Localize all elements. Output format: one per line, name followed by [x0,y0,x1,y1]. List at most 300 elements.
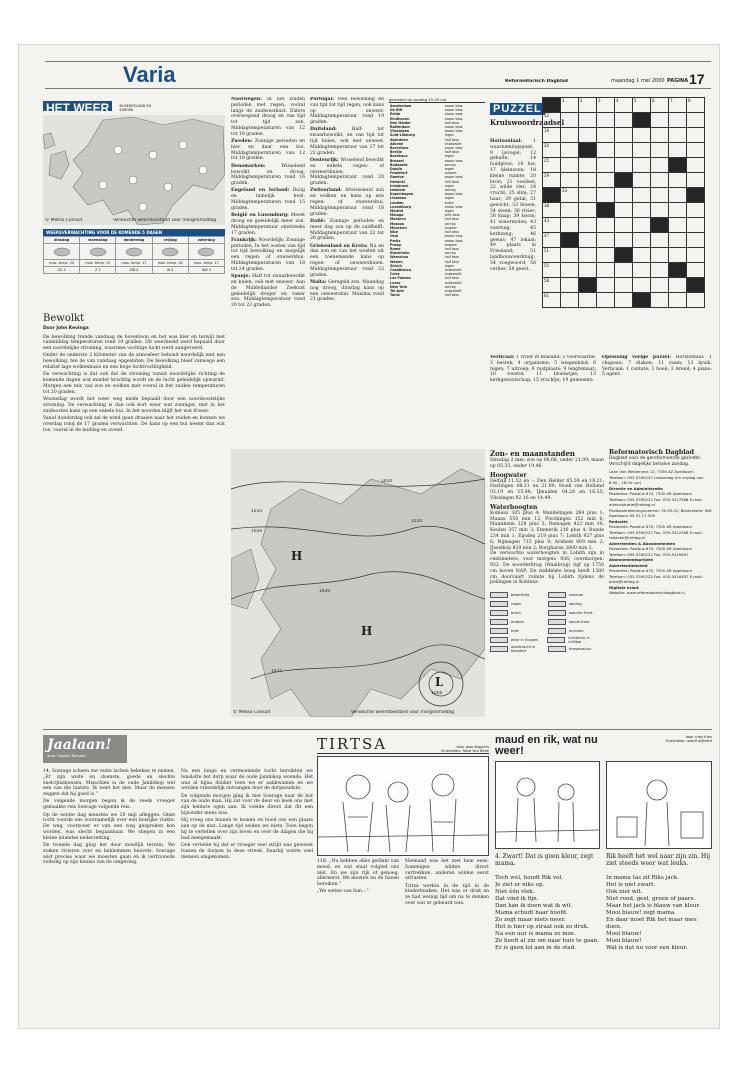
temp-condition: regen [444,263,455,268]
temp-condition: onbewolkt [444,272,462,277]
crossword-cell[interactable] [615,263,633,278]
region-text: Zonnige perioden en hier en daar een bui. Middagtemperaturen van 12 tot 18 graden. [231,139,305,162]
region-forecast [231,274,305,309]
legend-swatch [548,619,566,625]
colophon-line: Postbankrekeningnummer: 30.93.41; Bankrelatie: ING Apeldoorn 69.31.17.009 [609,507,712,519]
legend-row [490,617,604,626]
legend-label: windkracht in beaufort [511,644,536,653]
temp-table-rows [389,104,485,297]
colophon-line: Advertentiebeleid [609,562,648,568]
crossword-cell[interactable] [597,128,615,143]
crossword-cell[interactable] [687,233,705,248]
temp-condition: zwaar bew. [444,204,464,209]
temp-city: Genève [390,175,404,180]
legend-label: buien [511,610,522,615]
crossword-cell[interactable] [687,203,705,218]
crossword-cell[interactable] [687,113,705,128]
tides-title: Hoogwater [490,471,527,479]
kids-verse-2 [606,875,712,952]
sun-tides-block [490,449,604,717]
article-paragraph: De verwachting is dat ook dat de stroming vanuit noordelijke richting de komende dagen wat minder krachtig wordt en de lucht geleidelijk opwarmt. Morgen een mix van zon en wolken met vooral in het zuiden temperaturen tot 20 graden. [43,372,225,395]
crossword-cell[interactable] [561,218,579,233]
crossword-cell[interactable] [597,218,615,233]
region-name: Griekenland en Kreta: [310,243,368,249]
crossword-cell[interactable]: 4 [615,98,633,113]
legend-label: wind in knopen [510,637,539,642]
temp-city: Bordeaux [390,154,408,159]
crossword-cell[interactable] [579,233,597,248]
crossword-cell[interactable] [615,128,633,143]
region-name: Portugal: [310,97,334,102]
crossword-cell[interactable] [669,113,687,128]
crossword-cell[interactable] [633,278,651,293]
region-name: Zwitserland: [310,188,343,194]
crossword-block [543,188,561,203]
crossword-block [651,218,669,233]
verse-line: Wat is dat nu voor een kleur. [606,945,688,951]
temp-condition: zwaar bew. [444,192,464,197]
tirtsa-paragraph: Tirtsa werkte in de tijd in de kinderkeuken. Het was er druk en ze had weinig tijd om na te denken over wat er gebeurd was. [405,883,489,907]
temp-city: Malaga [390,213,404,218]
forecast-desc: max. temp. 17 [188,260,224,267]
tirtsa-body-1 [317,859,399,1025]
legend-swatch [548,601,566,607]
colophon-line: Digitale krant [609,584,639,590]
region-text: Veel bewolking en van tijd tot tijd regen, ook kans op onweer. Middagtemperatuur rond 19 graden. [310,97,384,126]
puzzle-clues-vertical [490,355,596,441]
temp-condition: regen [444,154,455,159]
crossword-cell[interactable] [579,128,597,143]
crossword-cell[interactable] [651,278,669,293]
crossword-cell[interactable]: 1 [561,98,579,113]
crossword-cell[interactable] [687,218,705,233]
crossword-cell[interactable] [561,248,579,263]
crossword-cell[interactable] [651,233,669,248]
crossword-cell[interactable] [597,293,615,308]
crossword-cell[interactable] [669,188,687,203]
crossword-cell[interactable] [633,143,651,158]
crossword-cell[interactable] [615,278,633,293]
crossword-cell[interactable] [651,203,669,218]
crossword-cell[interactable] [579,158,597,173]
crossword-cell[interactable] [561,173,579,188]
clues-h-title: Horizontaal: [490,139,523,144]
temp-condition: zwaar bew. [444,116,464,121]
crossword-cell[interactable] [651,173,669,188]
crossword-cell[interactable]: 51 [543,248,561,263]
temp-city: Aberdeen [390,137,408,142]
temp-condition: onbewolkt [444,141,462,146]
kids-panel-2 [606,761,712,849]
crossword-cell[interactable] [615,218,633,233]
temp-city: Eindhoven [390,116,410,121]
crossword-cell[interactable] [651,143,669,158]
verse-line: Je ziet er niks op. [495,882,545,888]
temp-city: Parijs [390,238,401,243]
jaalaan-paragraph: De volgende morgen begon ik de reeds vroeger gemaakte reis Soerage volgende reis. [43,799,175,811]
temp-city: Budapest [390,162,408,167]
puzzle-section [490,97,712,442]
crossword-cell[interactable] [579,203,597,218]
crossword-cell[interactable] [687,173,705,188]
clues-v: 1 rivier in Rusland; 2 voorwaarde; 3 bestek; 4 organisme; 5 wiegenkind; 6 tegen; 7 uitroep; 8 rustplaats; 9 lengtemaat; 10 toestel; 11 bloeiwijze; 13 kerkgenootschap; 15 vrachtje; 19 gemeente. [490,355,596,384]
crossword-cell[interactable] [687,128,705,143]
forecast-desc: max. temp. 19 [80,260,116,267]
crossword-cell[interactable]: 20 [543,143,561,158]
temp-condition: zonnig [444,221,456,226]
temp-city: Eelde [390,112,401,117]
region-forecast [310,188,384,217]
forecast-day: woensdag [80,237,116,244]
forecast-day: donderdag [116,237,152,244]
temp-condition: half bew. [444,217,460,222]
temp-city: Barcelona [390,146,409,151]
crossword-cell[interactable]: 33 [561,188,579,203]
region-text: Geregeld zon. Maandag nog droog, dinsdag kans op een onweersbui. Maxima rond 21 graden. [310,279,384,303]
region-forecast [310,219,384,242]
legend-label: warmte front [569,610,593,615]
crossword-cell[interactable] [633,233,651,248]
legend-label: occlusie [569,628,584,633]
crossword-cell[interactable]: 16 [543,128,561,143]
temp-condition: half bew. [444,276,460,281]
temp-condition: half bew. [444,259,460,264]
verse-line: Mama schudt haar hoofd. [495,910,568,916]
temp-city: Den Helder [390,120,411,125]
paper-name: Reformatorisch Dagblad [505,79,568,84]
legend-swatch [490,601,508,607]
tirtsa-subcredit: illustraties: Reza Van Beek [441,749,489,753]
legend-label: onweer [511,619,525,624]
temp-condition: regen [444,183,455,188]
jaalaan-paragraph: Hij vroeg ons binnen te komen en bood ons een plaats aan op de mat. Lange tijd zeiden we niets. Toen begon hij te vertellen over zijn leven en over de dingen die hij had meegemaakt. [181,818,313,841]
crossword-cell[interactable] [615,158,633,173]
verse-line: Dan kan ik doen wat ik wil. [495,903,573,909]
colophon-subtitle: Dagblad voor de gereformeerde gezindte. Verschijnt dagelijks behalve zondag. [609,456,702,467]
crossword-block [687,188,705,203]
crossword-cell[interactable] [579,263,597,278]
verse-line: Dat vind ik fijn. [495,896,539,902]
colophon-line: Telefoon: 055-5390222 Fax: 055-5412288 E-mail: redactie@refdag.nl [609,529,703,541]
crossword-cell[interactable] [633,203,651,218]
crossword-cell[interactable] [669,248,687,263]
crossword-cell[interactable]: 8 [687,98,705,113]
region-forecast [231,213,305,236]
temp-condition: regen [444,209,455,214]
cloud-icon [152,244,188,260]
crossword-cell[interactable] [597,143,615,158]
temp-condition: onweer [444,242,457,247]
crossword-cell[interactable]: 3 [597,98,615,113]
article-author: Door John Kevinga [43,326,89,331]
crossword-cell[interactable] [687,158,705,173]
region-name: Frankrijk: [231,237,257,243]
forecast-day: dinsdag [44,237,80,244]
region-name: Malta: [310,279,327,285]
legend-label: regen [511,601,522,606]
legend-swatch [548,610,566,616]
crossword-cell[interactable] [633,128,651,143]
temp-city: Praag [390,242,401,247]
temp-city: Oslo [390,234,399,239]
crossword-cell[interactable] [597,113,615,128]
temp-city: Londen [390,200,404,205]
tirtsa-paragraph: „We weten van hun...” [317,889,369,895]
crossword-cell[interactable] [561,293,579,308]
temp-condition: zwaar bew. [444,175,464,180]
crossword-cell[interactable] [615,113,633,128]
crossword-cell[interactable] [597,248,615,263]
isobar-label-2: 1015 [251,509,263,514]
crossword-cell[interactable]: 5 [633,98,651,113]
crossword-cell[interactable]: 38 [543,203,561,218]
crossword-cell[interactable] [561,203,579,218]
crossword-cell[interactable] [615,203,633,218]
crossword-cell[interactable] [633,248,651,263]
region-name: Engeland en Ierland: [231,188,290,194]
region-text: Half- tot zwaarbewolkt, en van tijd tot tijd buien, ook met onweer. Middagtemperatuur van 17 tot 22 graden. [310,127,384,156]
crossword-cell[interactable] [651,128,669,143]
temp-condition: onbewolkt [444,267,462,272]
region-text: Noordelijk: Zonnige perioden. In het oosten van tijd tot tijd bewolking en mogelijk een regen- of onweersbui. Middagtemperaturen van 18 tot 24 graden. [231,237,305,272]
tirtsa-credit: door Jaap Koppers [456,745,489,749]
crossword-cell[interactable] [615,293,633,308]
legend-swatch [547,637,565,643]
crossword-cell[interactable] [597,233,615,248]
region-text: Zonnige perioden en meer dag zon op de zuidhelft. Middagtemperatuur van 22 tot 26 graden. [310,218,384,242]
region-name: België en Luxemburg: [231,213,289,219]
puzzle-clues [490,139,536,349]
solution-h: Horizontaal: 1 chapeau; 7 diaken; 11 raam; 13 kruik. [602,355,712,366]
colophon-line: Postadres: Postbus 670, 7300 AR Apeldoorn [609,524,693,530]
crossword-block [615,248,633,263]
crossword-cell[interactable] [669,278,687,293]
temp-condition: buien [444,200,454,205]
section-title: Varia [123,62,176,87]
crossword-cell[interactable] [651,113,669,128]
crossword-cell[interactable] [669,143,687,158]
crossword-cell[interactable] [561,263,579,278]
crossword-cell[interactable] [651,248,669,263]
crossword-cell[interactable] [579,188,597,203]
temp-city: Vlissingen [390,129,410,134]
region-text: In het zuiden perioden met regen, vooral langs de zuidwestkust. Elders overwegend droog en van tijd tot tijd zon. Middagtemperaturen van 12 tot 18 graden. [231,97,305,137]
verse-line: Het is niet zwart. [606,882,656,888]
crossword-cell[interactable]: 29 [543,173,561,188]
verse-line: Zo zegt maar niets meer. [495,917,566,923]
sun-text: Dinsdag 2 mei: zon op 06.06, onder 21.09; maan op 05.33, onder 19.46. [490,458,604,469]
crossword-cell[interactable]: 6 [651,98,669,113]
verse-line: Niet één vlek. [495,889,535,895]
crossword-cell[interactable]: 43 [543,218,561,233]
temp-city: Las Palmas [390,276,411,281]
temp-condition: onweer [444,171,457,176]
crossword-cell[interactable] [633,263,651,278]
jaalaan-author: door Gaston Niesten [47,753,86,758]
crossword-cell[interactable] [687,263,705,278]
crossword-cell[interactable] [597,158,615,173]
temp-condition: onbewolkt [444,280,462,285]
temp-condition: half bew. [444,255,460,260]
weather-logo [43,97,165,111]
temp-city: Luxemburg [390,204,411,209]
temp-condition: half bew. [444,179,460,184]
jaalaan-paragraph: De volgende morgen ging ik met Soerage naar de hut van de oude man. Hij zat voor de deur en keek ons met zijn heldere ogen aan. Ik voelde direct dat dit een bijzonder mens was. [181,793,313,817]
crossword-cell[interactable]: 55 [543,263,561,278]
crossword-cell[interactable] [597,173,615,188]
crossword-cell[interactable] [615,188,633,203]
article-paragraph: Vanaf donderdag ook zal de wind gaan draaien naar het zuiden en kunnen we overdag rond de 17 graden verwachten. De kans op een bui neemt dan wat toe, vooral in de middag en avond. [43,415,225,433]
page-number: 17 [689,71,705,87]
legend-label: koude front [569,619,590,624]
page-label: PAGINA [667,78,689,84]
map-legend [490,590,604,653]
region-forecast [310,97,384,126]
weather-logo-subtitle: IN NEDERLAND EN EUROPA [119,103,152,111]
forecast-day: zaterdag [188,237,224,244]
region-forecast [310,127,384,156]
isobar-label-3: 1020 [251,529,263,534]
verse-line: In mama tas zit Riks jack. [606,875,680,881]
crossword-cell[interactable] [651,188,669,203]
temp-condition: zwaar bew. [444,158,464,163]
high-pressure-1: H [291,549,303,563]
crossword-cell[interactable]: 7 [669,98,687,113]
temp-city: Lissabon [390,196,407,201]
crossword-cell[interactable] [561,158,579,173]
region-name: Spanje: [231,274,251,280]
crossword-cell[interactable] [633,173,651,188]
crossword-cell[interactable] [579,293,597,308]
crossword-cell[interactable] [687,293,705,308]
kids-panel-1 [495,761,600,849]
kids-caption-1: 4. Zwart! Dat is geen kleur, zegt mama. [495,853,594,867]
crossword-cell[interactable] [561,143,579,158]
verse-line: Ook niet wit. [606,889,643,895]
temp-city: München [390,225,407,230]
temp-city: Rome [390,246,401,251]
forecast-desc: max. temp. 17 [116,260,152,267]
crossword-cell[interactable]: 47 [543,233,561,248]
crossword-cell[interactable] [669,293,687,308]
crossword-cell[interactable]: 2 [579,98,597,113]
colophon-line: Telefoon: 055-5390222 Fax: 055-5416467 [609,551,689,557]
crossword-cell[interactable] [561,278,579,293]
crossword-cell[interactable]: 61 [543,293,561,308]
temp-condition: zwaar bew. [444,238,464,243]
crossword-cell[interactable] [633,188,651,203]
verse-line: Niet rood, geel, groen of paars. [606,896,696,902]
crossword-cell[interactable]: 25 [543,158,561,173]
colophon-line: Redactie [609,518,628,524]
region-name: Duitsland: [310,127,337,133]
crossword-block [669,158,687,173]
temp-city: Mallorca [390,217,406,222]
crossword-cell[interactable] [687,143,705,158]
colophon-line: Postadres: Postbus 670, 7300 AR Apeldoorn [609,491,693,497]
temp-city: Wenen [390,259,403,264]
verse-line: Mooi blauw! zegt mama. [606,910,677,916]
crossword-cell[interactable] [687,248,705,263]
crossword-cell[interactable] [669,173,687,188]
water-text: Koblenz 305 plus 4; Wandelingen 284 plus 1; Maxau 550 min 12; Plochingen 152 min 6; Mannheim 328 plus 3; Remagen 422 min 10; Keulen 357 min 3; Emmerik 216 plus 4; Bunde 234 min 1; Eijsden 219 plus 7; Lobith 927 plus 6; Nijmegen 715 plus 9; Arnhem 809 min 2; IJsselkop 829 min 2; Borgharen 3800 min 3. [490,510,604,551]
tirtsa-illustration [317,756,489,856]
legend-label: temperatuur [569,646,592,651]
verse-line: Na een uur is mama zo moe. [495,931,577,937]
jaalaan-paragraph: De tweede dag ging het door moeilijk terrein. We staken rivieren over en beklommen heuvels. Soerage wist precies waar we moesten gaan en ik vertrouwde volledig op zijn kennis van de omgeving. [43,843,175,866]
crossword-cell[interactable] [579,248,597,263]
temp-city: Zuid-Limburg [390,133,415,138]
crossword-cell[interactable] [579,218,597,233]
crossword-cell[interactable] [651,158,669,173]
crossword-cell[interactable] [597,278,615,293]
colophon-line: Telefoon: 055-5390222 Fax: 055-5416467 E-mail: advd@refdag.nl [609,573,703,585]
crossword-cell[interactable] [669,203,687,218]
article-title: Bewolkt [43,313,85,324]
crossword-cell[interactable] [651,293,669,308]
region-forecast [231,139,305,162]
legend-label: bewolking [511,592,530,597]
crossword-cell[interactable] [561,128,579,143]
temp-city: Rotterdam [390,125,410,130]
crossword-cell[interactable] [597,188,615,203]
forecast-wind: W 4 [152,267,188,274]
temp-table-title: gemeten op zondag 15.00 uur [389,97,485,103]
temp-condition: zwaar bew. [444,125,464,130]
puzzle-solution [602,355,712,441]
region-text: Meest droog en geleidelijk meer zon. Middagtemperatuur omstreeks 17 graden. [231,213,305,236]
page-header [45,55,711,89]
crossword-cell[interactable] [561,113,579,128]
forecast-wind: ZW 4 [116,267,152,274]
jaalaan-body-2 [181,769,313,1025]
temp-city: Luxor [390,280,401,285]
temp-condition: zwaar bew. [444,234,464,239]
map-credit-2: © Meteo Consult [233,710,271,716]
verse-line: Maar het jack is blauw van kleur. [606,903,701,909]
crossword-cell[interactable] [579,173,597,188]
crossword-cell[interactable] [615,143,633,158]
cloud-icon [116,244,152,260]
kids-caption-2: Rik heeft het wel naar zijn zin. Hij ziet steeds weer wat leuks. [606,853,711,867]
crossword-block [615,173,633,188]
colophon-line: Telefoon: 055-5390222 (maandag t/m vrijdag van 8.00 - 18.00 uur) [609,474,704,486]
crossword-cell[interactable] [615,233,633,248]
jaalaan-feature [43,735,313,1025]
clues-v-title: Verticaal: [490,355,515,360]
colophon-line: Postadres: Postbus 670, 7300 AR Apeldoorn [609,546,693,552]
crossword-cell[interactable]: 12 [543,113,561,128]
crossword-cell[interactable] [651,263,669,278]
crossword-cell[interactable] [669,128,687,143]
crossword-cell[interactable] [669,233,687,248]
crossword-cell[interactable] [597,263,615,278]
article-paragraph: Woensdag wordt het weer weg mede bepaald door een noordoostelijke stroming. De verwachting is dan ook kort weer wat zonniger, met in het zuidoosten kans op een enkele bui. In het noorden blijft het wat frisser. [43,397,225,414]
region-name: Zweden: [231,139,253,145]
crossword-cell[interactable] [633,158,651,173]
crossword-cell[interactable] [579,113,597,128]
forecast-wind: Z 3 [80,267,116,274]
crossword-cell[interactable] [633,218,651,233]
legend-swatch [548,592,566,598]
tirtsa-feature [317,735,489,1025]
crossword-cell[interactable]: 58 [543,278,561,293]
crossword-cell[interactable] [669,218,687,233]
jaalaan-title: Jaalaan! [47,737,112,753]
crossword-block [597,203,615,218]
temp-condition: onbewolkt [444,288,462,293]
temp-city: Istanbul [390,188,406,193]
